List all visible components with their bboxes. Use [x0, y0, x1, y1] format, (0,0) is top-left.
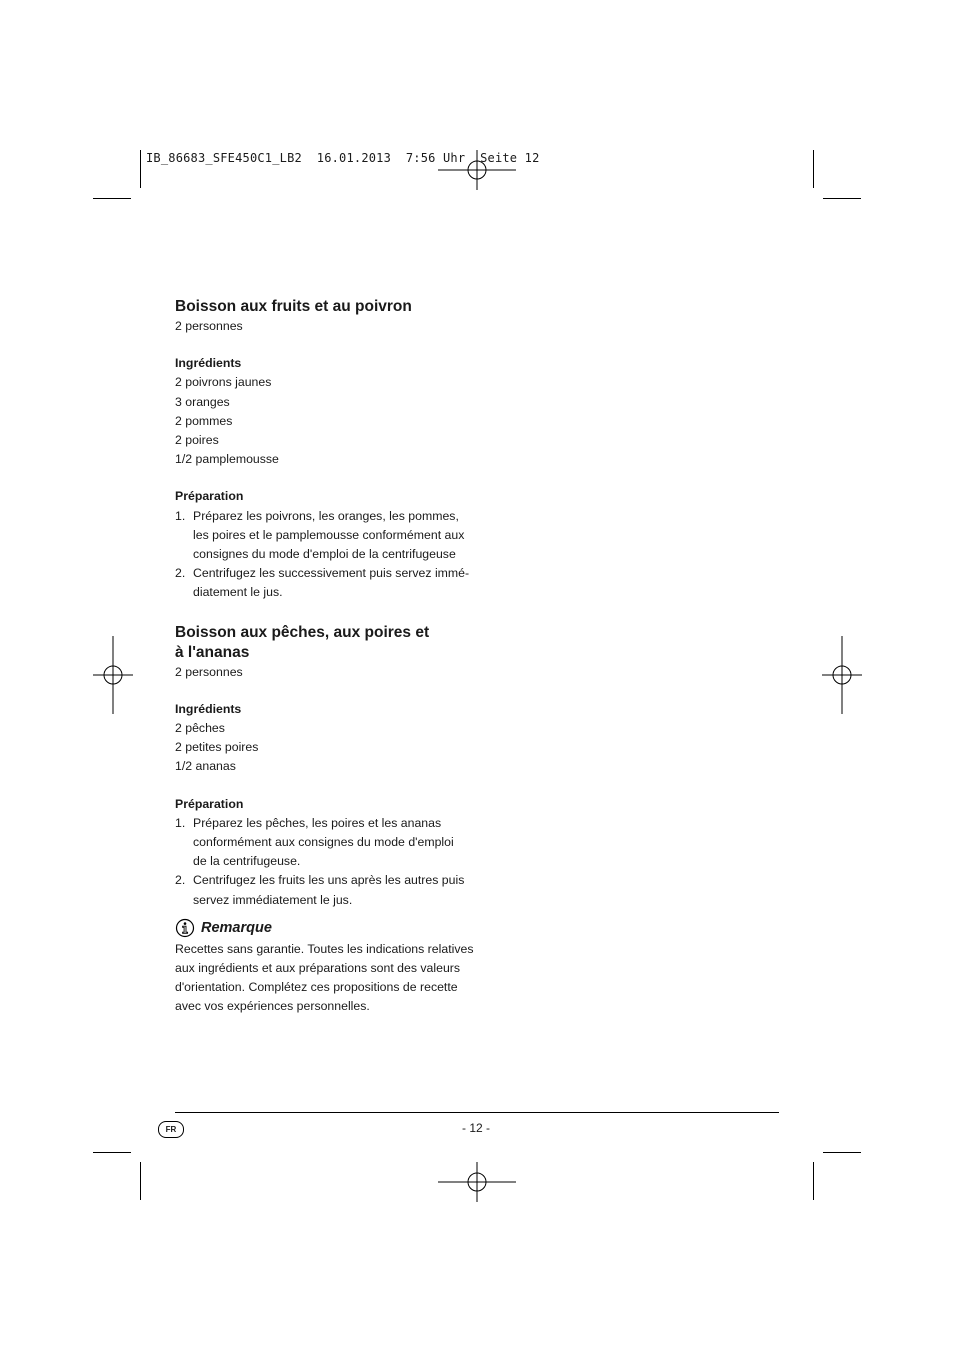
recipe1-steps [175, 507, 475, 603]
step-item: 1. Préparez les pêches, les poires et les ananas conformément aux consignes du mode d'emploi de la centrifugeuse. [175, 815, 454, 869]
recipe-content [175, 297, 475, 1017]
list-item: 2 pêches [175, 721, 225, 736]
recipe1-preparation-heading: Préparation [175, 489, 244, 504]
list-item: 1/2 ananas [175, 759, 236, 774]
list-item: 2 pommes [175, 413, 233, 428]
registration-mark-top [438, 150, 516, 190]
step-item: 1. Préparez les poivrons, les oranges, les pommes, les poires et le pamplemousse conformément aux consignes du mode d'emploi de la centrifugeuse [175, 508, 465, 562]
registration-mark-right [822, 636, 862, 714]
step-item: 2. Centrifugez les fruits les uns après les autres puis servez immédiatement le jus. [175, 873, 465, 907]
remark-title: Remarque [201, 919, 272, 936]
print-slug: IB_86683_SFE450C1_LB2 16.01.2013 7:56 Uhr Seite 12 [146, 151, 540, 165]
registration-mark-bottom [438, 1162, 516, 1202]
list-item: 2 poires [175, 433, 219, 448]
footer-rule [175, 1112, 779, 1113]
recipe1-title: Boisson aux fruits et au poivron [175, 298, 412, 315]
remark-heading [175, 918, 475, 938]
recipe1-servings: 2 personnes [175, 319, 243, 333]
list-item: 2 petites poires [175, 740, 259, 755]
recipe2-ingredients-list [175, 719, 475, 777]
page-number: - 12 - [462, 1121, 491, 1135]
recipe1-ingredients-heading: Ingrédients [175, 356, 242, 371]
list-item: 2 poivrons jaunes [175, 375, 272, 390]
recipe2-title: Boisson aux pêches, aux poires et à l'ananas [175, 623, 430, 661]
list-item: 1/2 pamplemousse [175, 452, 279, 467]
language-badge: FR [158, 1121, 184, 1138]
recipe1-ingredients-list [175, 373, 475, 469]
list-item: 3 oranges [175, 394, 230, 409]
registration-mark-left [93, 636, 133, 714]
recipe2-servings: 2 personnes [175, 664, 243, 679]
step-item: 2. Centrifugez les successivement puis servez immé- diatement le jus. [175, 566, 470, 600]
recipe2-ingredients-heading: Ingrédients [175, 701, 242, 716]
recipe2-preparation-heading: Préparation [175, 796, 244, 811]
recipe2-steps [175, 814, 475, 910]
remark-text: Recettes sans garantie. Toutes les indications relatives aux ingrédients et aux préparations sont des valeurs d'orientation. Complétez ces propositions de recette avec vos expériences personnelles. [175, 941, 474, 1014]
info-icon [175, 918, 195, 938]
